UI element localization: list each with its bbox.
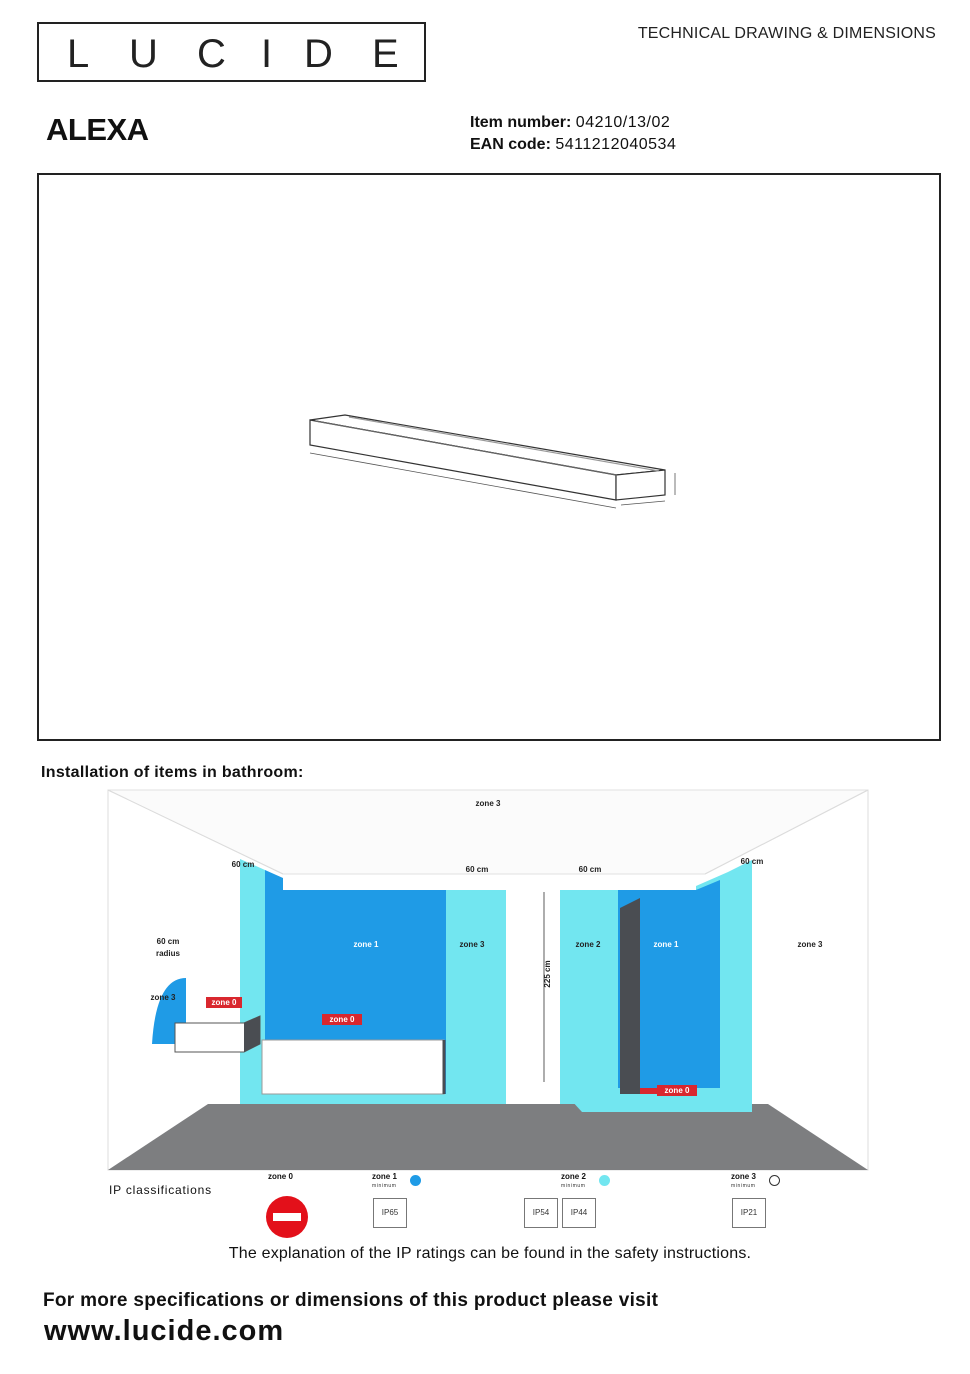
item-info: [470, 112, 676, 156]
technical-drawing-frame: [37, 173, 941, 741]
label-60cm-mid-left: 60 cm: [465, 865, 489, 874]
label-zone3-sink: zone 3: [150, 993, 176, 1002]
fixture-drawing: [39, 175, 939, 739]
zone1-color-dot-icon: [410, 1175, 421, 1186]
ip-note: The explanation of the IP ratings can be found in the safety instructions.: [228, 1245, 752, 1262]
logo-letter: D: [304, 32, 333, 76]
item-number-label: Item number:: [470, 114, 572, 131]
lucide-logo: [37, 22, 426, 82]
label-zone0-bath: zone 0: [329, 1015, 355, 1024]
logo-letter: E: [372, 32, 399, 76]
label-zone0-sink: zone 0: [211, 998, 237, 1007]
item-number: 04210/13/02: [575, 114, 671, 131]
installation-title: Installation of items in bathroom:: [41, 764, 304, 781]
label-zone3-right: zone 3: [797, 940, 823, 949]
ip-zone0-label: zone 0: [268, 1172, 293, 1181]
floor: [108, 1104, 868, 1170]
label-zone0-shower: zone 0: [664, 1086, 690, 1095]
logo-letter: L: [67, 32, 90, 76]
ip-zone2-min: minimum: [561, 1183, 586, 1189]
logo-letter: C: [197, 32, 226, 76]
label-zone1-bath: zone 1: [353, 940, 379, 949]
zone2-left-wall: [240, 859, 265, 1104]
ip-zone1-label: zone 1: [372, 1172, 397, 1181]
label-60cm-mid-right: 60 cm: [578, 865, 602, 874]
ip-zone3-min: minimum: [731, 1183, 756, 1189]
label-60cm-right: 60 cm: [740, 857, 764, 866]
label-radius-1: 60 cm: [156, 937, 180, 946]
label-zone1-shower: zone 1: [653, 940, 679, 949]
ip-zone3-label: zone 3: [731, 1172, 756, 1181]
zone2-shower: [560, 890, 618, 1104]
ip-classifications-title: IP classifications: [109, 1183, 212, 1197]
ip-zone1-min: minimum: [372, 1183, 397, 1189]
bathtub: [262, 1040, 444, 1094]
product-name: ALEXA: [46, 112, 149, 147]
label-radius-2: radius: [155, 949, 181, 958]
ean-label: EAN code:: [470, 136, 551, 153]
ip-badge: IP44: [562, 1198, 596, 1228]
label-60cm-left: 60 cm: [231, 860, 255, 869]
zone2-color-dot-icon: [599, 1175, 610, 1186]
logo-letter: U: [129, 32, 158, 76]
ip-badge: IP65: [373, 1198, 407, 1228]
fixture-outline: [310, 415, 665, 500]
document-title: TECHNICAL DRAWING & DIMENSIONS: [637, 25, 936, 42]
label-height: 225 cm: [543, 960, 552, 988]
ip-badge: IP21: [732, 1198, 766, 1228]
ip-badge: IP54: [524, 1198, 558, 1228]
footer-url-link[interactable]: www.lucide.com: [44, 1315, 285, 1347]
label-zone3-top: zone 3: [475, 799, 501, 808]
zone3-color-dot-icon: [769, 1175, 780, 1186]
ean-code: 5411212040534: [555, 136, 677, 153]
ip-zone2-label: zone 2: [561, 1172, 586, 1181]
shower-screen: [620, 898, 640, 1094]
footer-text: For more specifications or dimensions of this product please visit: [43, 1290, 659, 1311]
bathroom-zone-diagram: [100, 782, 880, 1182]
label-zone2-shower: zone 2: [575, 940, 601, 949]
logo-letter: I: [261, 32, 273, 76]
label-zone3-mid: zone 3: [459, 940, 485, 949]
zone2-bath: [446, 890, 506, 1104]
no-entry-icon: [266, 1196, 308, 1238]
